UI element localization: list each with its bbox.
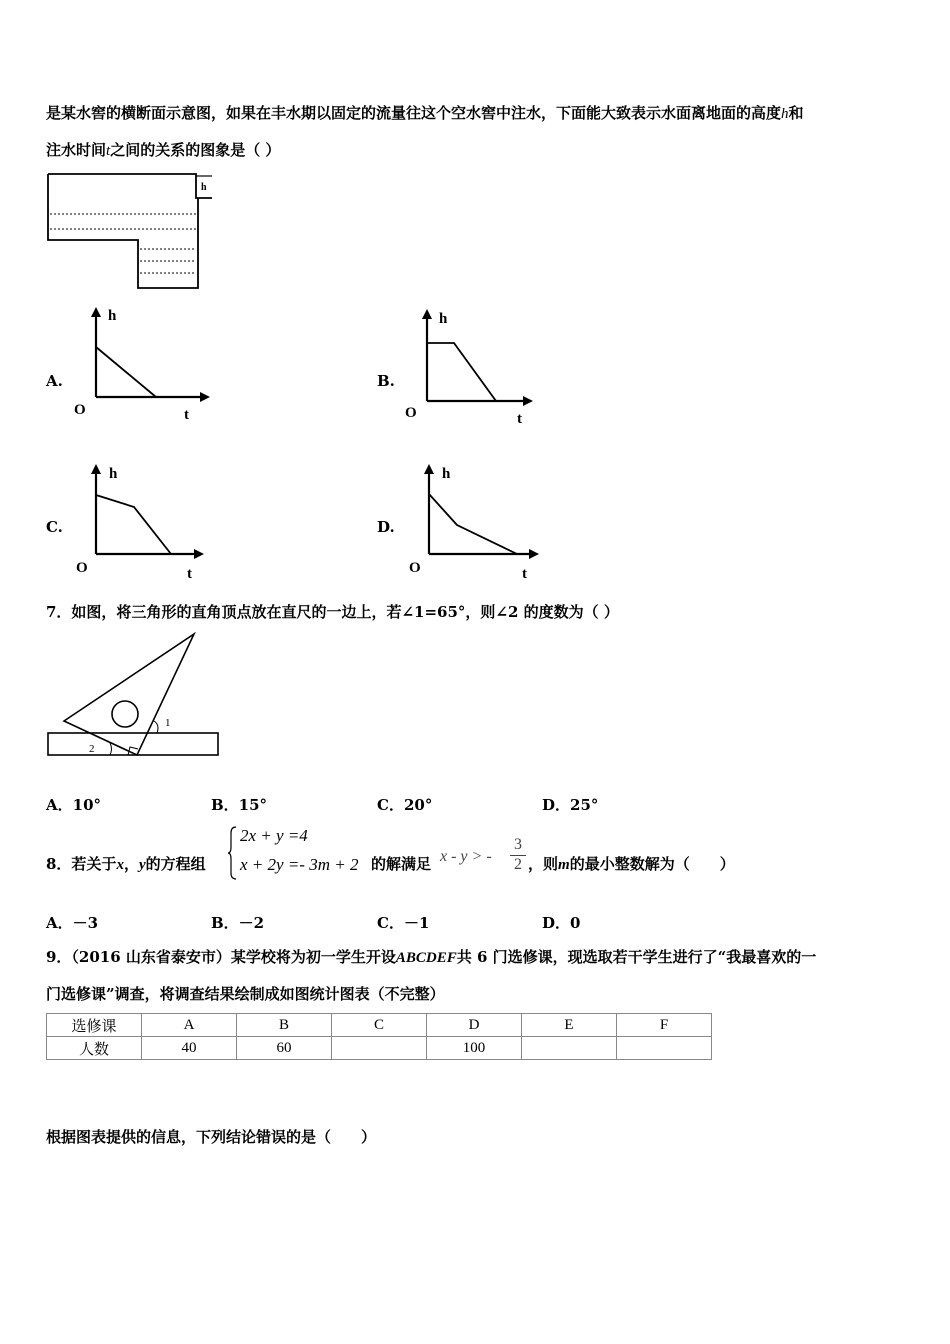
course-stats-table	[46, 1013, 712, 1060]
q7-option-a: A．10°	[46, 796, 102, 814]
graph-d-y-label: h	[442, 466, 451, 482]
triangle-ruler-figure	[46, 632, 226, 762]
graph-a-origin: O	[74, 402, 86, 418]
inequality: x - y > -	[440, 848, 492, 865]
table-cell: C	[332, 1014, 427, 1037]
q8-option-a: A．－3	[46, 914, 99, 932]
table-cell: 人数	[47, 1037, 142, 1060]
graph-c-x-label: t	[187, 566, 192, 582]
var-t: t	[106, 143, 111, 159]
ruler	[48, 733, 218, 755]
q8-stem-right: ，则m的最小整数解为（ ）	[528, 855, 735, 873]
q7-option-c: C．20°	[377, 796, 433, 814]
table-cell: A	[142, 1014, 237, 1037]
graph-c-y-label: h	[109, 466, 118, 482]
var-h: h	[781, 106, 789, 122]
triangle-hole	[112, 701, 138, 727]
equation-system	[228, 826, 370, 882]
graph-c-curve	[96, 495, 171, 554]
graph-d-x-label: t	[522, 566, 527, 582]
q8-after-system: 的解满足	[371, 855, 432, 873]
q8-option-c: C．－1	[377, 914, 430, 932]
q7-option-d: D．25°	[542, 796, 599, 814]
q6-stem-line2: 注水时间t之间的关系的图象是（ ）	[46, 141, 281, 159]
graph-b-curve	[427, 343, 496, 401]
q9-question: 根据图表提供的信息，下列结论错误的是（ ）	[46, 1128, 377, 1146]
triangle	[64, 634, 194, 755]
q6-option-a-label: A.	[46, 372, 63, 390]
table-cell: E	[522, 1014, 617, 1037]
q8-option-d: D．0	[542, 914, 581, 932]
graph-b	[403, 304, 553, 427]
table-cell: D	[427, 1014, 522, 1037]
table-cell: 选修课	[47, 1014, 142, 1037]
graph-a-y-label: h	[108, 308, 117, 324]
graph-d-origin: O	[409, 560, 421, 576]
q7-stem: 7．如图，将三角形的直角顶点放在直尺的一边上，若∠1=65°，则∠2 的度数为（ ）	[46, 603, 619, 621]
q8-stem-left: 8．若关于x，y的方程组	[46, 855, 206, 873]
equation-2: x + 2y =- 3m + 2	[240, 855, 359, 874]
graph-b-origin: O	[405, 405, 417, 421]
table-cell	[617, 1037, 712, 1060]
angle-2-arc	[110, 743, 112, 755]
angle-2-label: 2	[89, 743, 95, 755]
q9-stem-line2: 门选修课”调查，将调查结果绘制成如图统计图表（不完整）	[46, 985, 445, 1003]
cellar-cross-section-figure	[46, 172, 216, 292]
angle-1-label: 1	[165, 717, 171, 729]
table-cell: 100	[427, 1037, 522, 1060]
table-row	[47, 1037, 712, 1060]
angle-1-arc	[154, 721, 158, 733]
graph-d	[405, 460, 555, 584]
table-cell: 40	[142, 1037, 237, 1060]
q6-stem-line1: 是某水窖的横断面示意图，如果在丰水期以固定的流量往这个空水窖中注水，下面能大致表示水面离地面的高度h和	[46, 104, 804, 122]
q9-stem-line1: 9．（2016 山东省泰安市）某学校将为初一学生开设ABCDEF共 6 门选修课，现选取若干学生进行了“我最喜欢的一	[46, 948, 817, 966]
q6-option-d-label: D.	[377, 518, 395, 536]
table-cell	[332, 1037, 427, 1060]
graph-c-origin: O	[76, 560, 88, 576]
figure-label-h: h	[201, 182, 207, 193]
graph-d-curve	[429, 494, 517, 554]
graph-a	[72, 304, 222, 424]
q7-option-b: B．15°	[211, 796, 268, 814]
table-cell: F	[617, 1014, 712, 1037]
equation-1: 2x + y =4	[240, 826, 308, 845]
table-cell	[522, 1037, 617, 1060]
left-brace	[228, 826, 238, 880]
q6-option-c-label: C.	[46, 518, 63, 536]
graph-a-curve	[96, 347, 156, 397]
table-header-row	[47, 1014, 712, 1037]
graph-b-y-label: h	[439, 311, 448, 327]
q6-option-b-label: B.	[377, 372, 395, 390]
fraction-3-2: 3 2	[510, 836, 526, 874]
table-cell: B	[237, 1014, 332, 1037]
graph-c	[72, 460, 222, 584]
q8-option-b: B．－2	[211, 914, 265, 932]
table-cell: 60	[237, 1037, 332, 1060]
graph-a-x-label: t	[184, 407, 189, 423]
graph-b-x-label: t	[517, 411, 522, 427]
